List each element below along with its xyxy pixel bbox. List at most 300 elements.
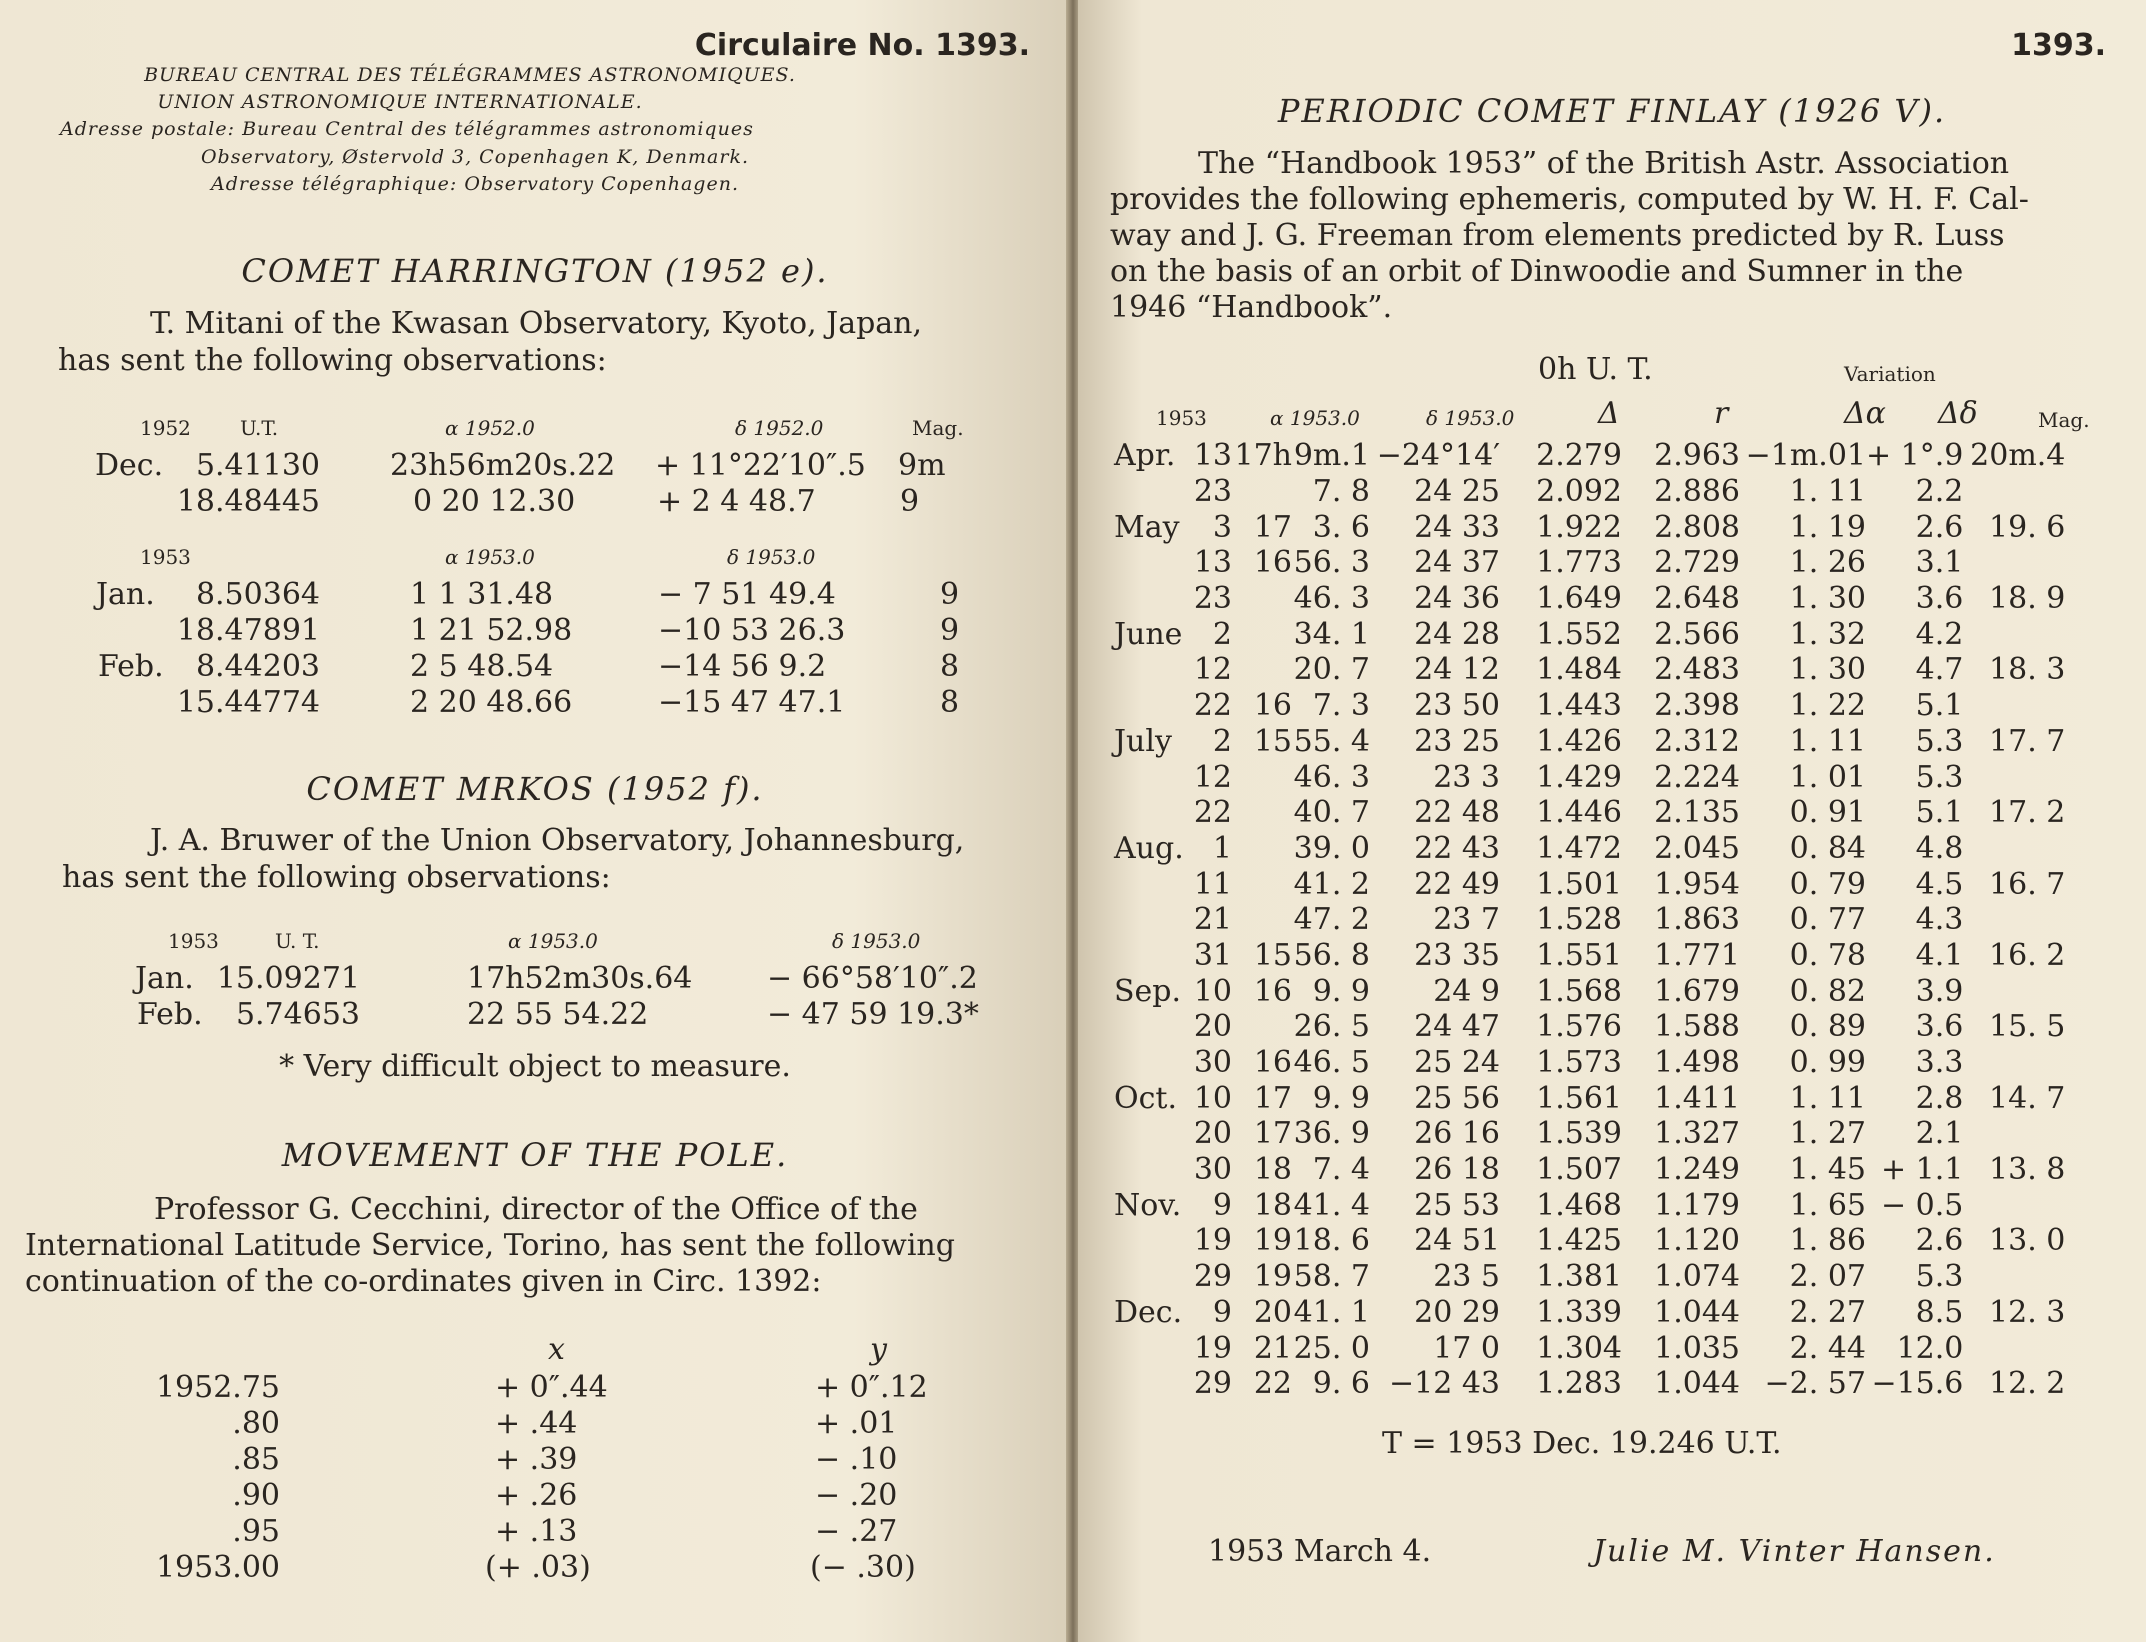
mrkos-row-ut: 5.74653	[235, 997, 360, 1032]
finlay-delta-header: Δ	[1598, 396, 1620, 431]
ephemeris-cell-r: 2.808	[1654, 509, 1740, 545]
harrington-row-mag: 9	[940, 613, 960, 648]
ephemeris-cell-dec-variation: 2.6	[1915, 509, 1964, 545]
ephemeris-cell-magnitude	[1963, 759, 2065, 795]
ephemeris-cell-magnitude: 17. 2	[1989, 795, 2066, 831]
ephemeris-cell-dec-variation: 8.5	[1915, 1294, 1964, 1330]
ephemeris-cell-r: 2.045	[1654, 830, 1740, 866]
pole-text-3: continuation of the co-ordinates given in Circ. 1392:	[25, 1264, 822, 1299]
ephemeris-cell-day: 9	[1212, 1187, 1232, 1223]
ephemeris-cell-ra-hours: 18	[1253, 1152, 1292, 1188]
ephemeris-cell-delta: 1.501	[1536, 866, 1622, 902]
ephemeris-cell-day: 29	[1193, 1366, 1232, 1402]
ephemeris-row	[1114, 1116, 2065, 1152]
ephemeris-cell-declination: 25 53	[1414, 1187, 1500, 1223]
ephemeris-row	[1114, 866, 2065, 902]
ephemeris-cell-magnitude: 12. 3	[1989, 1294, 2066, 1330]
ephemeris-cell-r: 1.074	[1654, 1259, 1740, 1295]
ephemeris-cell-ra-variation: 1. 86	[1789, 1223, 1866, 1259]
ephemeris-cell-ra-variation: −2. 57	[1764, 1366, 1866, 1402]
ephemeris-row	[1114, 616, 2065, 652]
ephemeris-cell-day: 10	[1193, 973, 1232, 1009]
ephemeris-cell-r: 2.224	[1654, 759, 1740, 795]
pole-row-x: + .13	[495, 1514, 578, 1549]
ephemeris-row	[1114, 724, 2065, 760]
ephemeris-cell-delta: 2.092	[1536, 474, 1622, 510]
finlay-dec-header: δ 1953.0	[1426, 406, 1515, 430]
harrington-row-mag: 9	[900, 484, 920, 519]
ephemeris-cell-magnitude	[1963, 474, 2065, 510]
ephemeris-row	[1114, 1330, 2065, 1366]
ephemeris-cell-magnitude	[1963, 831, 2065, 867]
ephemeris-cell-ra-variation: 1. 19	[1789, 509, 1866, 545]
ephemeris-cell-r: 2.963	[1654, 438, 1740, 474]
ephemeris-cell-ra-minutes: 41. 2	[1293, 866, 1370, 902]
ephemeris-cell-delta: 1.649	[1536, 581, 1622, 617]
ephemeris-cell-ra-hours	[1232, 581, 1292, 617]
ephemeris-cell-day: 19	[1193, 1223, 1232, 1259]
harrington-row-ra: 23h56m20s.22	[390, 448, 616, 483]
harrington-row-ut: 5.41130	[195, 448, 320, 483]
ephemeris-cell-magnitude	[1963, 616, 2065, 652]
ephemeris-cell-ra-hours: 15	[1253, 937, 1292, 973]
ephemeris-cell-r: 1.044	[1654, 1366, 1740, 1402]
harrington-row-dec: −15 47 47.1	[658, 685, 846, 720]
mrkos-note: * Very difficult object to measure.	[279, 1049, 791, 1084]
finlay-title: PERIODIC COMET FINLAY (1926 V).	[1277, 92, 1947, 130]
ephemeris-cell-month	[1114, 1366, 1184, 1402]
pole-row-y: − .20	[815, 1478, 898, 1513]
ephemeris-row	[1114, 795, 2065, 831]
ephemeris-cell-ra-minutes: 46. 3	[1293, 581, 1370, 617]
ephemeris-cell-day: 20	[1193, 1116, 1232, 1152]
ephemeris-row	[1114, 1295, 2065, 1331]
ephemeris-row	[1114, 1223, 2065, 1259]
ephemeris-cell-magnitude	[1963, 902, 2065, 938]
ephemeris-cell-dec-variation: −15.6	[1871, 1366, 1964, 1402]
ephemeris-cell-ra-hours: 19	[1253, 1259, 1292, 1295]
ephemeris-cell-magnitude	[1963, 1045, 2065, 1081]
page-number: 1393.	[2011, 28, 2106, 63]
ephemeris-cell-day: 23	[1193, 474, 1232, 510]
pole-title: MOVEMENT OF THE POLE.	[281, 1136, 789, 1174]
ephemeris-cell-magnitude: 18. 3	[1989, 652, 2066, 688]
ephemeris-row	[1114, 652, 2065, 688]
ephemeris-cell-day: 1	[1212, 830, 1232, 866]
harrington-text-1: T. Mitani of the Kwasan Observatory, Kyoto, Japan,	[150, 306, 923, 341]
mrkos-row-ut: 15.09271	[216, 961, 360, 996]
ephemeris-cell-dec-variation: 4.1	[1915, 937, 1964, 973]
ephemeris-cell-month	[1114, 688, 1184, 724]
ephemeris-cell-ra-hours: 17	[1253, 1116, 1292, 1152]
pole-row-epoch: 1953.00	[155, 1550, 280, 1585]
ephemeris-cell-ra-hours	[1232, 866, 1292, 902]
ephemeris-cell-ra-hours	[1232, 652, 1292, 688]
ephemeris-cell-ra-hours: 16	[1253, 545, 1292, 581]
ephemeris-cell-delta: 1.304	[1536, 1330, 1622, 1366]
ephemeris-row	[1114, 438, 2065, 474]
ephemeris-cell-dec-variation: + 1.1	[1881, 1152, 1964, 1188]
ephemeris-cell-ra-hours	[1232, 831, 1292, 867]
ephemeris-row	[1114, 1259, 2065, 1295]
ephemeris-cell-dec-variation: 5.1	[1915, 795, 1964, 831]
ephemeris-cell-delta: 1.283	[1536, 1366, 1622, 1402]
ephemeris-cell-r: 1.863	[1654, 902, 1740, 938]
ephemeris-cell-ra-minutes: 47. 2	[1293, 902, 1370, 938]
ephemeris-cell-dec-variation: 4.8	[1915, 830, 1964, 866]
ephemeris-cell-ra-minutes: 7. 4	[1312, 1152, 1370, 1188]
ephemeris-cell-month	[1114, 795, 1184, 831]
ephemeris-cell-ra-variation: 2. 27	[1789, 1294, 1866, 1330]
ephemeris-cell-month: Aug.	[1114, 830, 1184, 866]
ephemeris-cell-magnitude: 16. 7	[1989, 866, 2066, 902]
harrington-row-dec: + 11°22′10″.5	[655, 448, 866, 483]
ephemeris-cell-ra-variation: 0. 89	[1789, 1009, 1866, 1045]
mrkos-text-1: J. A. Bruwer of the Union Observatory, Johannesburg,	[150, 823, 965, 858]
ephemeris-cell-declination: 22 48	[1414, 795, 1500, 831]
pole-row-x: + 0″.44	[495, 1370, 608, 1405]
ephemeris-cell-declination: 24 28	[1414, 616, 1500, 652]
ephemeris-cell-ra-variation: 0. 99	[1789, 1045, 1866, 1081]
ephemeris-cell-ra-variation: 1. 11	[1789, 474, 1866, 510]
circular-number: Circulaire No. 1393.	[694, 28, 1030, 63]
harrington-row-mag: 8	[940, 649, 960, 684]
pole-row-x: (+ .03)	[485, 1550, 591, 1585]
ephemeris-cell-delta: 1.576	[1536, 1009, 1622, 1045]
harrington-row-ut: 8.44203	[195, 649, 320, 684]
ephemeris-cell-ra-variation: 1. 27	[1789, 1116, 1866, 1152]
harrington-row-ra: 1 21 52.98	[410, 613, 573, 648]
ephemeris-row	[1114, 1045, 2065, 1081]
finlay-intro-5: 1946 “Handbook”.	[1110, 290, 1393, 325]
ephemeris-cell-declination: 24 36	[1414, 581, 1500, 617]
ephemeris-cell-declination: 24 47	[1414, 1009, 1500, 1045]
ephemeris-cell-day: 20	[1193, 1009, 1232, 1045]
perihelion-time: T = 1953 Dec. 19.246 U.T.	[1382, 1426, 1782, 1461]
ephemeris-cell-delta: 1.468	[1536, 1187, 1622, 1223]
ephemeris-cell-ra-hours: 18	[1253, 1187, 1292, 1223]
ephemeris-cell-ra-variation: 0. 77	[1789, 902, 1866, 938]
ephemeris-cell-dec-variation: 4.7	[1915, 652, 1964, 688]
ephemeris-cell-declination: 26 18	[1414, 1152, 1500, 1188]
harrington-year-1952: 1952	[140, 416, 191, 440]
ephemeris-cell-day: 22	[1193, 688, 1232, 724]
left-page	[0, 0, 1068, 1642]
harrington-row-ra: 1 1 31.48	[410, 577, 554, 612]
harrington-row-month: Dec.	[95, 448, 164, 483]
ephemeris-cell-declination: 23 3	[1433, 759, 1500, 795]
ephemeris-cell-declination: 26 16	[1414, 1116, 1500, 1152]
ephemeris-cell-ra-minutes: 20. 7	[1293, 652, 1370, 688]
ephemeris-cell-declination: 25 56	[1414, 1080, 1500, 1116]
ephemeris-cell-declination: 24 37	[1414, 545, 1500, 581]
ephemeris-row	[1114, 1187, 2065, 1223]
harrington-row-ra: 2 20 48.66	[410, 685, 573, 720]
ephemeris-cell-delta: 1.429	[1536, 759, 1622, 795]
ephemeris-cell-ra-minutes: 36. 9	[1293, 1116, 1370, 1152]
ephemeris-cell-delta: 1.425	[1536, 1223, 1622, 1259]
mrkos-title: COMET MRKOS (1952 f).	[306, 770, 764, 808]
ephemeris-cell-ra-variation: 0. 79	[1789, 866, 1866, 902]
ephemeris-cell-magnitude	[1963, 545, 2065, 581]
ephemeris-cell-magnitude	[1963, 1259, 2065, 1295]
mrkos-text-2: has sent the following observations:	[62, 860, 611, 895]
ephemeris-row	[1114, 509, 2065, 545]
bureau-header: BUREAU CENTRAL DES TÉLÉGRAMMES ASTRONOMIQUES.	[144, 64, 796, 86]
ephemeris-cell-ra-minutes: 9m.1	[1293, 438, 1370, 474]
harrington-row-dec: − 7 51 49.4	[658, 577, 836, 612]
ephemeris-cell-delta: 1.484	[1536, 652, 1622, 688]
harrington-row-ut: 18.48445	[176, 484, 320, 519]
ephemeris-cell-ra-variation: 0. 84	[1789, 830, 1866, 866]
ephemeris-row	[1114, 545, 2065, 581]
ephemeris-cell-magnitude: 17. 7	[1989, 723, 2066, 759]
harrington-row-month: Feb.	[98, 649, 164, 684]
harrington-title: COMET HARRINGTON (1952 e).	[241, 252, 829, 290]
telegraphic-address: Adresse télégraphique: Observatory Copenhagen.	[210, 173, 739, 195]
ephemeris-cell-delta: 1.507	[1536, 1152, 1622, 1188]
pole-text-1: Professor G. Cecchini, director of the Office of the	[154, 1192, 918, 1227]
ephemeris-row	[1114, 1366, 2065, 1402]
ephemeris-cell-ra-hours: 19	[1253, 1223, 1292, 1259]
ephemeris-cell-ra-variation: 0. 82	[1789, 973, 1866, 1009]
ephemeris-cell-day: 10	[1193, 1080, 1232, 1116]
ephemeris-cell-month	[1114, 866, 1184, 902]
ephemeris-cell-ra-variation: 1. 30	[1789, 652, 1866, 688]
ephemeris-cell-dec-variation: 5.3	[1915, 759, 1964, 795]
ephemeris-cell-r: 1.588	[1654, 1009, 1740, 1045]
ephemeris-cell-r: 2.312	[1654, 723, 1740, 759]
ephemeris-cell-ra-hours: 17	[1253, 1080, 1292, 1116]
ephemeris-cell-r: 2.566	[1654, 616, 1740, 652]
ephemeris-cell-magnitude: 13. 0	[1989, 1223, 2066, 1259]
ephemeris-cell-magnitude: 15. 5	[1989, 1009, 2066, 1045]
ephemeris-cell-declination: 25 24	[1414, 1045, 1500, 1081]
ephemeris-cell-dec-variation: 5.1	[1915, 688, 1964, 724]
ephemeris-cell-ra-minutes: 55. 4	[1293, 723, 1370, 759]
ephemeris-cell-r: 1.411	[1654, 1080, 1740, 1116]
ephemeris-cell-ra-minutes: 41. 4	[1293, 1187, 1370, 1223]
ephemeris-cell-dec-variation: + 1°.9	[1866, 438, 1964, 474]
ephemeris-cell-r: 1.498	[1654, 1045, 1740, 1081]
ephemeris-cell-dec-variation: 3.6	[1915, 1009, 1964, 1045]
ephemeris-cell-declination: −24°14′	[1376, 438, 1500, 474]
ephemeris-cell-day: 13	[1193, 438, 1232, 474]
ephemeris-cell-ra-hours: 16	[1253, 688, 1292, 724]
ephemeris-cell-ra-variation: 1. 30	[1789, 581, 1866, 617]
ephemeris-cell-r: 1.044	[1654, 1294, 1740, 1330]
harrington-ra-header-1953: α 1953.0	[445, 545, 535, 569]
ephemeris-cell-day: 21	[1193, 902, 1232, 938]
mrkos-row-ra: 22 55 54.22	[467, 997, 649, 1032]
ephemeris-cell-day: 22	[1193, 795, 1232, 831]
ephemeris-cell-r: 1.954	[1654, 866, 1740, 902]
ephemeris-cell-month	[1114, 1259, 1184, 1295]
finlay-dalpha-header: Δα	[1844, 396, 1886, 431]
ephemeris-cell-month	[1114, 581, 1184, 617]
ephemeris-cell-ra-variation: 1. 11	[1789, 1080, 1866, 1116]
ephemeris-cell-day: 2	[1212, 616, 1232, 652]
ephemeris-cell-month: Apr.	[1114, 438, 1176, 474]
ephemeris-cell-r: 2.648	[1654, 581, 1740, 617]
ephemeris-cell-delta: 1.472	[1536, 830, 1622, 866]
ephemeris-cell-month: Nov.	[1114, 1187, 1182, 1223]
harrington-row-ra: 2 5 48.54	[410, 649, 554, 684]
ephemeris-cell-magnitude: 20m.4	[1970, 438, 2066, 474]
ephemeris-cell-ra-hours: 17	[1253, 509, 1292, 545]
ephemeris-cell-r: 1.179	[1654, 1187, 1740, 1223]
ephemeris-cell-declination: 22 49	[1414, 866, 1500, 902]
ephemeris-cell-dec-variation: 2.2	[1915, 474, 1964, 510]
ephemeris-cell-declination: 23 50	[1414, 688, 1500, 724]
ephemeris-cell-month	[1114, 474, 1184, 510]
ephemeris-cell-ra-minutes: 9. 6	[1312, 1366, 1370, 1402]
ephemeris-cell-ra-hours: 21	[1253, 1330, 1292, 1366]
ephemeris-cell-day: 19	[1193, 1330, 1232, 1366]
ephemeris-cell-magnitude	[1963, 688, 2065, 724]
ephemeris-cell-declination: 20 29	[1414, 1294, 1500, 1330]
ephemeris-cell-ra-minutes: 41. 1	[1293, 1294, 1370, 1330]
ephemeris-cell-magnitude	[1963, 973, 2065, 1009]
ephemeris-cell-r: 1.035	[1654, 1330, 1740, 1366]
union-header: UNION ASTRONOMIQUE INTERNATIONALE.	[157, 91, 643, 113]
ephemeris-cell-dec-variation: 4.5	[1915, 866, 1964, 902]
ephemeris-cell-dec-variation: 2.1	[1915, 1116, 1964, 1152]
ephemeris-cell-month	[1114, 1152, 1184, 1188]
ephemeris-cell-month: Dec.	[1114, 1294, 1183, 1330]
ephemeris-cell-ra-hours: 16	[1253, 973, 1292, 1009]
ephemeris-cell-day: 29	[1193, 1259, 1232, 1295]
ephemeris-cell-dec-variation: 5.3	[1915, 723, 1964, 759]
ephemeris-row	[1114, 474, 2065, 510]
ephemeris-cell-declination: 23 5	[1433, 1259, 1500, 1295]
ephemeris-cell-ra-minutes: 39. 0	[1293, 830, 1370, 866]
pole-row-epoch: .95	[232, 1514, 280, 1549]
pole-row-x: + .44	[495, 1406, 578, 1441]
ephemeris-cell-r: 1.771	[1654, 937, 1740, 973]
ephemeris-cell-ra-minutes: 9. 9	[1312, 973, 1370, 1009]
ephemeris-cell-delta: 1.426	[1536, 723, 1622, 759]
ephemeris-cell-dec-variation: 4.3	[1915, 902, 1964, 938]
mrkos-ra-header: α 1953.0	[508, 929, 598, 953]
issue-date: 1953 March 4.	[1208, 1534, 1432, 1569]
ephemeris-table	[1114, 438, 2065, 1402]
ephemeris-cell-ra-variation: 1. 45	[1789, 1152, 1866, 1188]
ephemeris-cell-day: 2	[1212, 723, 1232, 759]
pole-row-y: (− .30)	[810, 1550, 916, 1585]
ephemeris-cell-delta: 1.446	[1536, 795, 1622, 831]
ephemeris-cell-month	[1114, 938, 1184, 974]
ephemeris-cell-magnitude: 18. 9	[1989, 581, 2066, 617]
ephemeris-cell-ra-minutes: 26. 5	[1293, 1009, 1370, 1045]
finlay-mag-header: Mag.	[2038, 408, 2090, 432]
mrkos-row-month: Feb.	[137, 997, 203, 1032]
ephemeris-cell-month	[1114, 759, 1184, 795]
ephemeris-cell-day: 12	[1193, 652, 1232, 688]
ephemeris-cell-ra-hours	[1232, 1009, 1292, 1045]
ephemeris-cell-r: 1.327	[1654, 1116, 1740, 1152]
finlay-intro-1: The “Handbook 1953” of the British Astr. Association	[1198, 146, 2010, 181]
pole-row-y: − .27	[815, 1514, 898, 1549]
ephemeris-cell-ra-minutes: 3. 6	[1312, 509, 1370, 545]
ephemeris-row	[1114, 973, 2065, 1009]
ephemeris-cell-ra-minutes: 58. 7	[1293, 1259, 1370, 1295]
ephemeris-cell-ra-hours	[1232, 902, 1292, 938]
ephemeris-cell-ra-hours: 22	[1253, 1366, 1292, 1402]
ephemeris-cell-day: 30	[1193, 1045, 1232, 1081]
ephemeris-cell-ra-minutes: 7. 8	[1312, 474, 1370, 510]
ephemeris-cell-ra-minutes: 40. 7	[1293, 795, 1370, 831]
right-page	[1078, 0, 2146, 1642]
ephemeris-row	[1114, 688, 2065, 724]
mrkos-row-dec: − 47 59 19.3*	[767, 997, 979, 1032]
ephemeris-cell-month	[1114, 652, 1184, 688]
ephemeris-cell-ra-hours	[1232, 616, 1292, 652]
ephemeris-cell-dec-variation: 3.9	[1915, 973, 1964, 1009]
ephemeris-cell-ra-variation: 1. 32	[1789, 616, 1866, 652]
ephemeris-cell-ra-minutes: 34. 1	[1293, 616, 1370, 652]
ephemeris-cell-declination: 24 25	[1414, 474, 1500, 510]
finlay-intro-2: provides the following ephemeris, computed by W. H. F. Cal-	[1110, 182, 2029, 217]
ephemeris-cell-ra-hours: 20	[1253, 1294, 1292, 1330]
ephemeris-cell-delta: 1.539	[1536, 1116, 1622, 1152]
ephemeris-cell-r: 2.398	[1654, 688, 1740, 724]
ephemeris-cell-declination: 24 33	[1414, 509, 1500, 545]
pole-row-x: + .26	[495, 1478, 578, 1513]
pole-row-x: + .39	[495, 1442, 578, 1477]
harrington-dec-header-1953: δ 1953.0	[727, 545, 816, 569]
ephemeris-cell-ra-minutes: 46. 5	[1293, 1045, 1370, 1081]
mrkos-dec-header: δ 1953.0	[832, 929, 921, 953]
pole-row-epoch: .90	[232, 1478, 280, 1513]
ephemeris-cell-day: 23	[1193, 581, 1232, 617]
ephemeris-cell-month	[1114, 1116, 1184, 1152]
ephemeris-cell-ra-variation: 1. 01	[1789, 759, 1866, 795]
ephemeris-cell-dec-variation: − 0.5	[1881, 1187, 1964, 1223]
ephemeris-cell-ra-variation: 0. 91	[1789, 795, 1866, 831]
ephemeris-cell-declination: 24 51	[1414, 1223, 1500, 1259]
ephemeris-cell-delta: 1.552	[1536, 616, 1622, 652]
harrington-row-ut: 8.50364	[195, 577, 320, 612]
ephemeris-cell-r: 2.483	[1654, 652, 1740, 688]
pole-row-epoch: .80	[232, 1406, 280, 1441]
ephemeris-cell-magnitude: 14. 7	[1989, 1080, 2066, 1116]
ephemeris-cell-ra-variation: −1m.01	[1745, 438, 1866, 474]
mrkos-row-ra: 17h52m30s.64	[467, 961, 693, 996]
ephemeris-cell-delta: 1.339	[1536, 1294, 1622, 1330]
pole-row-y: + 0″.12	[815, 1370, 928, 1405]
ephemeris-row	[1114, 759, 2065, 795]
ephemeris-row	[1114, 1009, 2065, 1045]
ephemeris-cell-delta: 1.551	[1536, 937, 1622, 973]
ephemeris-cell-delta: 1.381	[1536, 1259, 1622, 1295]
harrington-row-mag: 8	[940, 685, 960, 720]
harrington-text-2: has sent the following observations:	[58, 343, 607, 378]
ephemeris-cell-declination: −12 43	[1388, 1366, 1500, 1402]
ephemeris-row	[1114, 902, 2065, 938]
ephemeris-cell-dec-variation: 4.2	[1915, 616, 1964, 652]
mrkos-ut-header: U. T.	[275, 929, 320, 953]
ephemeris-row	[1114, 938, 2065, 974]
ephemeris-cell-day: 11	[1193, 866, 1232, 902]
ephemeris-cell-r: 1.120	[1654, 1223, 1740, 1259]
ephemeris-cell-ra-minutes: 9. 9	[1312, 1080, 1370, 1116]
ephemeris-cell-day: 31	[1193, 937, 1232, 973]
mrkos-row-month: Jan.	[135, 961, 194, 996]
harrington-ra-header: α 1952.0	[445, 416, 535, 440]
ephemeris-cell-declination: 24 12	[1414, 652, 1500, 688]
ephemeris-cell-delta: 1.528	[1536, 902, 1622, 938]
